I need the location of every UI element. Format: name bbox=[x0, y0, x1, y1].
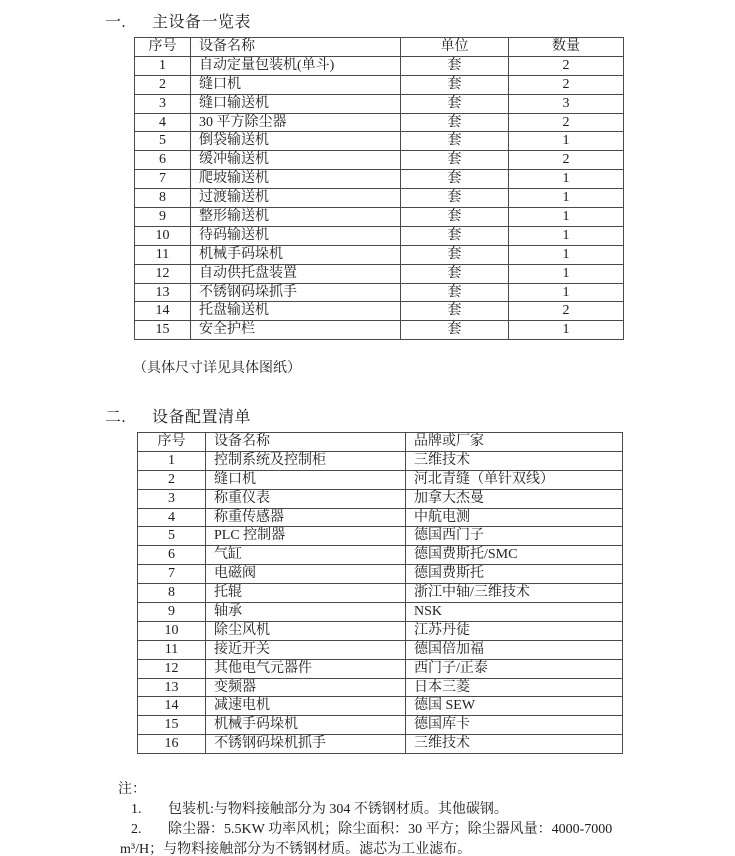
table-cell: 8 bbox=[135, 189, 191, 208]
table-cell: 日本三菱 bbox=[406, 678, 623, 697]
table-cell: 1 bbox=[509, 208, 624, 227]
table-cell: 1 bbox=[509, 189, 624, 208]
table-row bbox=[135, 151, 624, 170]
header-cell: 序号 bbox=[138, 433, 206, 452]
table-cell: 30 平方除尘器 bbox=[191, 113, 401, 132]
table-cell: 8 bbox=[138, 584, 206, 603]
table-cell: 德国库卡 bbox=[406, 716, 623, 735]
table-cell: 套 bbox=[401, 56, 509, 75]
table-cell: 浙江中轴/三维技术 bbox=[406, 584, 623, 603]
table-cell: 10 bbox=[138, 621, 206, 640]
table-row bbox=[135, 132, 624, 151]
table-row bbox=[138, 489, 623, 508]
table-cell: 倒袋输送机 bbox=[191, 132, 401, 151]
table-row bbox=[135, 321, 624, 340]
table-cell: PLC 控制器 bbox=[206, 527, 406, 546]
table-row bbox=[135, 226, 624, 245]
table-cell: 14 bbox=[135, 302, 191, 321]
table-cell: 称重仪表 bbox=[206, 489, 406, 508]
table-row bbox=[135, 113, 624, 132]
table-cell: 套 bbox=[401, 94, 509, 113]
header-cell: 设备名称 bbox=[206, 433, 406, 452]
table-cell: 不锈钢码垛机抓手 bbox=[206, 735, 406, 754]
table-row bbox=[138, 565, 623, 584]
table-cell: 套 bbox=[401, 132, 509, 151]
section2-number: 二. bbox=[105, 409, 127, 426]
section1-number: 一. bbox=[105, 14, 127, 31]
table-row bbox=[135, 302, 624, 321]
table-cell: 套 bbox=[401, 264, 509, 283]
note-1-text: 包装机:与物料接触部分为 304 不锈钢材质。其他碳钢。 bbox=[168, 802, 508, 817]
table-cell: 1 bbox=[509, 264, 624, 283]
table-cell: 待码输送机 bbox=[191, 226, 401, 245]
table-cell: 11 bbox=[138, 640, 206, 659]
header-cell: 序号 bbox=[135, 38, 191, 57]
section2-title-text: 设备配置清单 bbox=[152, 409, 252, 426]
header-cell: 单位 bbox=[401, 38, 509, 57]
table-row bbox=[135, 245, 624, 264]
table-cell: 套 bbox=[401, 151, 509, 170]
table-row bbox=[138, 451, 623, 470]
table-row bbox=[135, 75, 624, 94]
table-row bbox=[138, 527, 623, 546]
table-cell: 1 bbox=[509, 283, 624, 302]
table-cell: 套 bbox=[401, 208, 509, 227]
table-cell: 1 bbox=[135, 56, 191, 75]
table-row bbox=[138, 508, 623, 527]
table-cell: 江苏丹徒 bbox=[406, 621, 623, 640]
table-cell: 1 bbox=[509, 226, 624, 245]
table-cell: 德国西门子 bbox=[406, 527, 623, 546]
table-cell: 西门子/正泰 bbox=[406, 659, 623, 678]
table-cell: 1 bbox=[509, 170, 624, 189]
table-header-row bbox=[135, 38, 624, 57]
table-cell: 托辊 bbox=[206, 584, 406, 603]
table-cell: 2 bbox=[138, 470, 206, 489]
table-cell: 10 bbox=[135, 226, 191, 245]
table-cell: 套 bbox=[401, 226, 509, 245]
table-cell: 安全护栏 bbox=[191, 321, 401, 340]
table-cell: 4 bbox=[135, 113, 191, 132]
table-cell: 缝口机 bbox=[191, 75, 401, 94]
table-cell: 自动供托盘装置 bbox=[191, 264, 401, 283]
table-cell: 16 bbox=[138, 735, 206, 754]
table-row bbox=[138, 678, 623, 697]
table-cell: 称重传感器 bbox=[206, 508, 406, 527]
table-cell: 套 bbox=[401, 245, 509, 264]
table-cell: 5 bbox=[135, 132, 191, 151]
table-cell: 2 bbox=[509, 113, 624, 132]
table-cell: 德国费斯托 bbox=[406, 565, 623, 584]
note-item-2 bbox=[131, 818, 612, 838]
table-row bbox=[138, 470, 623, 489]
table-cell: 14 bbox=[138, 697, 206, 716]
table-row bbox=[138, 716, 623, 735]
table-row bbox=[138, 546, 623, 565]
table-row bbox=[135, 208, 624, 227]
table-cell: 轴承 bbox=[206, 603, 406, 622]
table-row bbox=[135, 264, 624, 283]
table-cell: 缓冲输送机 bbox=[191, 151, 401, 170]
section2-title bbox=[105, 404, 251, 427]
section1-title-text: 主设备一览表 bbox=[152, 14, 252, 31]
table-row bbox=[135, 94, 624, 113]
table-cell: 加拿大杰曼 bbox=[406, 489, 623, 508]
table-cell: 套 bbox=[401, 302, 509, 321]
table-cell: 套 bbox=[401, 321, 509, 340]
table-cell: 气缸 bbox=[206, 546, 406, 565]
table-cell: 2 bbox=[509, 75, 624, 94]
table-cell: 12 bbox=[138, 659, 206, 678]
header-cell: 品牌或厂家 bbox=[406, 433, 623, 452]
table-cell: 9 bbox=[138, 603, 206, 622]
table-cell: 电磁阀 bbox=[206, 565, 406, 584]
table-cell: 13 bbox=[138, 678, 206, 697]
table-cell: 2 bbox=[509, 302, 624, 321]
table-cell: 中航电测 bbox=[406, 508, 623, 527]
equipment-config-table bbox=[137, 432, 623, 754]
table-cell: 缝口输送机 bbox=[191, 94, 401, 113]
note-1-number: 1. bbox=[131, 802, 142, 817]
table-cell: 机械手码垛机 bbox=[191, 245, 401, 264]
note-item-1 bbox=[131, 798, 508, 818]
table-cell: 控制系统及控制柜 bbox=[206, 451, 406, 470]
table-cell: 12 bbox=[135, 264, 191, 283]
table-row bbox=[135, 189, 624, 208]
table-cell: 减速电机 bbox=[206, 697, 406, 716]
table-cell: 2 bbox=[509, 56, 624, 75]
table-cell: 三维技术 bbox=[406, 451, 623, 470]
table-cell: 过渡输送机 bbox=[191, 189, 401, 208]
table-cell: 德国 SEW bbox=[406, 697, 623, 716]
table-row bbox=[138, 640, 623, 659]
table-row bbox=[138, 697, 623, 716]
table1-caption: （具体尺寸详见具体图纸） bbox=[133, 361, 301, 376]
table-cell: 套 bbox=[401, 75, 509, 94]
table-cell: 6 bbox=[138, 546, 206, 565]
table-cell: 13 bbox=[135, 283, 191, 302]
table-cell: 套 bbox=[401, 189, 509, 208]
table-cell: 缝口机 bbox=[206, 470, 406, 489]
note-2-text: 除尘器：5.5KW 功率风机；除尘面积：30 平方；除尘器风量：4000-7000 bbox=[168, 822, 613, 837]
header-cell: 数量 bbox=[509, 38, 624, 57]
table-cell: 不锈钢码垛抓手 bbox=[191, 283, 401, 302]
table-cell: 1 bbox=[138, 451, 206, 470]
table-cell: 爬坡输送机 bbox=[191, 170, 401, 189]
table-row bbox=[135, 56, 624, 75]
table-cell: 1 bbox=[509, 245, 624, 264]
table-row bbox=[138, 735, 623, 754]
table-cell: 套 bbox=[401, 113, 509, 132]
table-cell: 变频器 bbox=[206, 678, 406, 697]
table-cell: 3 bbox=[509, 94, 624, 113]
section1-title bbox=[105, 9, 251, 32]
table-header-row bbox=[138, 433, 623, 452]
table-row bbox=[135, 283, 624, 302]
table-cell: 2 bbox=[509, 151, 624, 170]
table-cell: 15 bbox=[138, 716, 206, 735]
table-cell: 托盘输送机 bbox=[191, 302, 401, 321]
table-row bbox=[138, 603, 623, 622]
table-row bbox=[138, 584, 623, 603]
table-cell: 接近开关 bbox=[206, 640, 406, 659]
table-cell: 7 bbox=[135, 170, 191, 189]
table-cell: 套 bbox=[401, 170, 509, 189]
note-2-continuation: m³/H；与物料接触部分为不锈钢材质。滤芯为工业滤布。 bbox=[120, 842, 472, 856]
note-2-number: 2. bbox=[131, 822, 142, 837]
table-cell: 1 bbox=[509, 132, 624, 151]
table-cell: 其他电气元器件 bbox=[206, 659, 406, 678]
table-cell: 6 bbox=[135, 151, 191, 170]
table-cell: 3 bbox=[135, 94, 191, 113]
table-cell: 1 bbox=[509, 321, 624, 340]
table-cell: 除尘风机 bbox=[206, 621, 406, 640]
table-cell: 9 bbox=[135, 208, 191, 227]
table-cell: 7 bbox=[138, 565, 206, 584]
table-row bbox=[138, 659, 623, 678]
table-cell: 整形输送机 bbox=[191, 208, 401, 227]
table-cell: NSK bbox=[406, 603, 623, 622]
table-cell: 套 bbox=[401, 283, 509, 302]
table-cell: 德国倍加福 bbox=[406, 640, 623, 659]
table-cell: 三维技术 bbox=[406, 735, 623, 754]
table-cell: 2 bbox=[135, 75, 191, 94]
table-cell: 河北青缝（单针双线） bbox=[406, 470, 623, 489]
table-row bbox=[135, 170, 624, 189]
table-cell: 3 bbox=[138, 489, 206, 508]
main-equipment-table bbox=[134, 37, 624, 340]
table-cell: 5 bbox=[138, 527, 206, 546]
table-cell: 德国费斯托/SMC bbox=[406, 546, 623, 565]
notes-label: 注： bbox=[118, 782, 146, 797]
table-cell: 机械手码垛机 bbox=[206, 716, 406, 735]
table-cell: 15 bbox=[135, 321, 191, 340]
table-cell: 自动定量包装机(单斗) bbox=[191, 56, 401, 75]
table-cell: 4 bbox=[138, 508, 206, 527]
table-row bbox=[138, 621, 623, 640]
header-cell: 设备名称 bbox=[191, 38, 401, 57]
table-cell: 11 bbox=[135, 245, 191, 264]
